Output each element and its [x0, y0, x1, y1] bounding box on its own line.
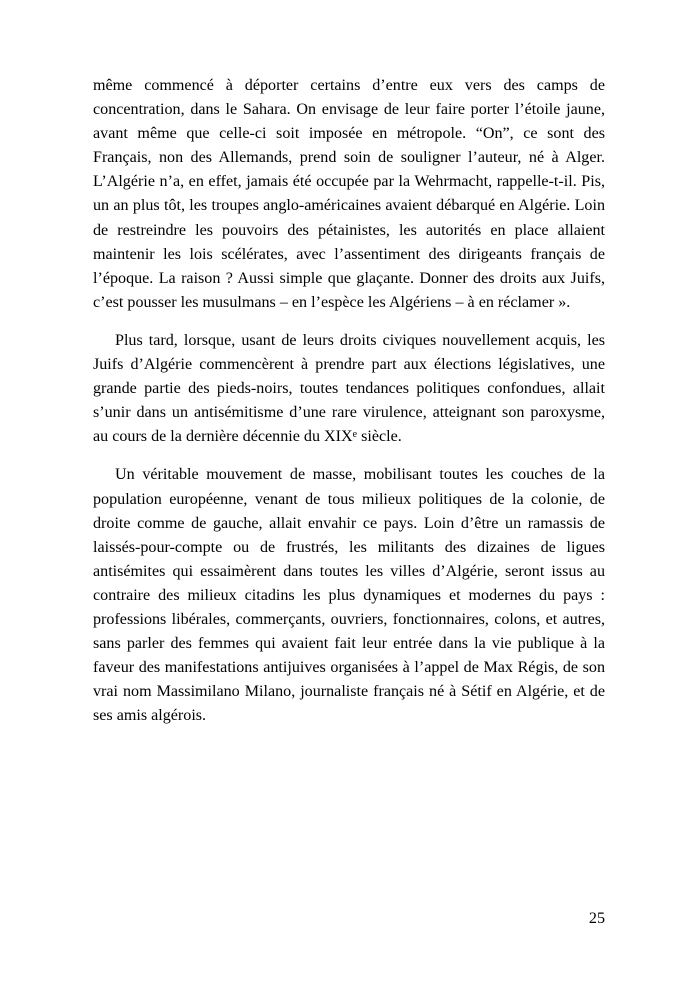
paragraph-2 [93, 329, 605, 449]
paragraph-2-text-tail: siècle. [357, 428, 402, 446]
page-number: 25 [588, 910, 605, 927]
ordinal-superscript: e [352, 429, 358, 441]
paragraph-3-text: Un véritable mouvement de masse, mobilisant toutes les couches de la population européenne, venant de tous milieux politiques de la colonie, de droite comme de gauche, allait envahir ce pays. Loin d’être un ramassis de laissés-pour-compte ou de frustrés, les militants des dizaines de ligues antisémites qui essaimèrent dans toutes les villes d’Algérie, seront issus au contraire des milieux citadins les plus dynamiques et modernes du pays : professions libérales, commerçants, ouvriers, fonctionnaires, colons, et autres, sans parler des femmes qui avaient fait leur entrée dans la vie publique à la faveur des manifestations antijuives organisées à l’appel de Max Régis, de son vrai nom Massimilano Milano, journaliste français né à Sétif en Algérie, et de ses amis algérois. [93, 466, 605, 725]
paragraph-1 [93, 74, 605, 315]
paragraph-1-text: même commencé à déporter certains d’entre eux vers des camps de concentration, dans le Sahara. On envisage de leur faire porter l’étoile jaune, avant même que celle-ci soit imposée en métropole. “On”, ce sont des Français, non des Allemands, prend soin de souligner l’auteur, né à Alger. L’Algérie n’a, en effet, jamais été occupée par la Wehrmacht, rappelle-t-il. Pis, un an plus tôt, les troupes anglo-américaines avaient débarqué en Algérie. Loin de restreindre les pouvoirs des pétainistes, les autorités en place allaient maintenir les lois scélérates, avec l’assentiment des dirigeants français de l’époque. La raison ? Aussi simple que glaçante. Donner des droits aux Juifs, c’est pousser les musulmans – en l’espèce les Algériens – à en réclamer ». [93, 77, 605, 311]
paragraph-2-text: Plus tard, lorsque, usant de leurs droits civiques nouvellement acquis, les Juifs d’Algérie commencèrent à prendre part aux élections législatives, une grande partie des pieds-noirs, toutes tendances politiques confondues, allait s’unir dans un antisémitisme d’une rare virulence, atteignant son paroxysme, au cours de la dernière décennie du XIX [93, 331, 605, 446]
body-text-block [93, 74, 605, 728]
paragraph-3 [93, 463, 605, 728]
